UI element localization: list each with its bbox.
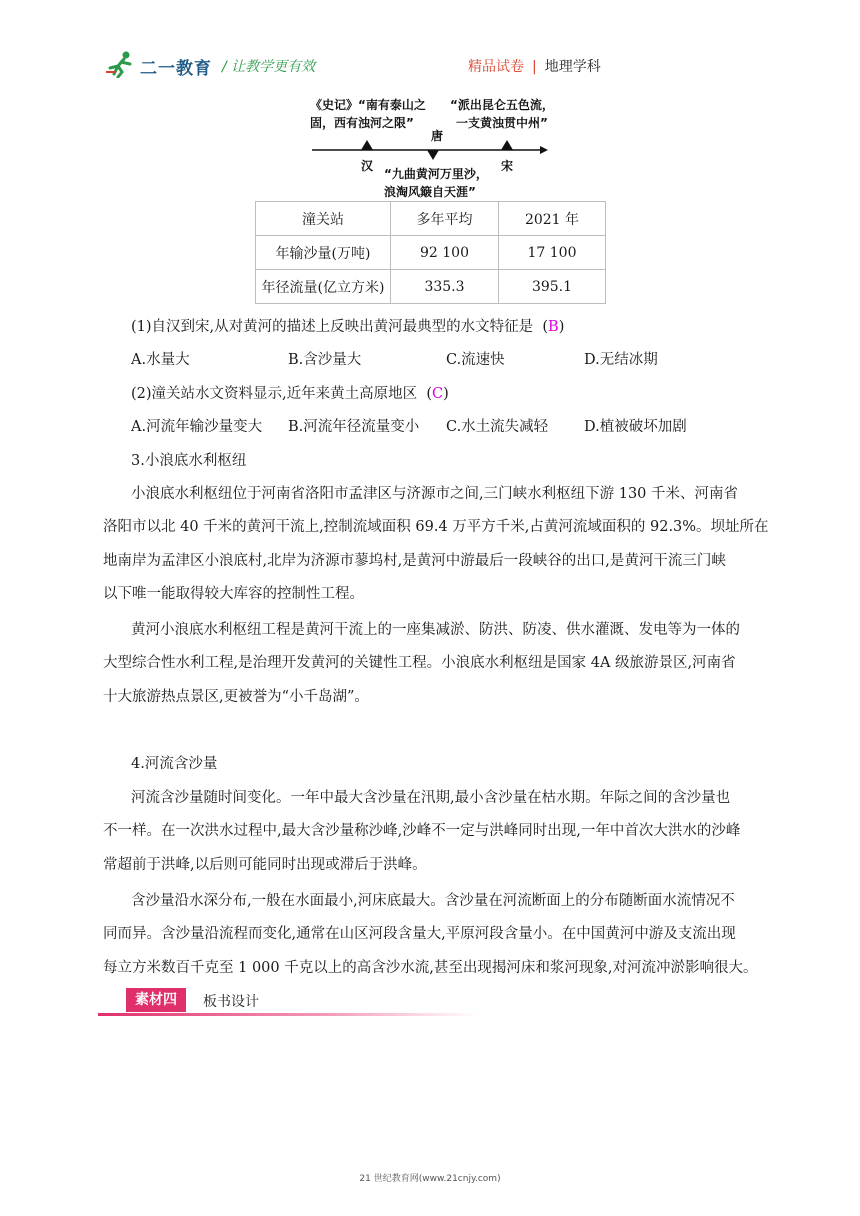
paragraph-line: 河流含沙量随时间变化。一年中最大含沙量在汛期,最小含沙量在枯水期。年际之间的含沙量也 xyxy=(131,790,731,806)
paragraph-line: 小浪底水利枢纽位于河南省洛阳市孟津区与济源市之间,三门峡水利枢纽下游 130 千米、河南省 xyxy=(131,486,738,502)
paragraph-line: 每立方米数百千克至 1 000 千克以上的高含沙水流,甚至出现揭河床和浆河现象,对河流冲淤影响很大。 xyxy=(103,960,758,976)
table-cell: 395.1 xyxy=(499,270,606,304)
option-d: D.无结冰期 xyxy=(584,352,658,368)
answer-letter: C xyxy=(432,386,444,402)
option-b: B.含沙量大 xyxy=(288,352,362,368)
paragraph-line: 不一样。在一次洪水过程中,最大含沙量称沙峰,沙峰不一定与洪峰同时出现,一年中首次大洪水的沙峰 xyxy=(103,823,741,839)
logo-text: 二一教育 xyxy=(140,59,212,79)
question-stem: (1)自汉到宋,从对黄河的描述上反映出黄河最典型的水文特征是 xyxy=(131,319,534,335)
table-cell: 年径流量(亿立方米) xyxy=(256,270,391,304)
header-separator: | xyxy=(532,59,537,75)
paragraph-line: 常超前于洪峰,以后则可能同时出现或滞后于洪峰。 xyxy=(103,857,427,873)
paragraph-line: 同而异。含沙量沿流程而变化,通常在山区河段含量大,平原河段含量小。在中国黄河中游及支流出现 xyxy=(103,926,736,942)
hydrology-table xyxy=(255,201,606,304)
header-subject: 地理学科 xyxy=(544,59,601,75)
footer: 21 世纪教育网(www.21cnjy.com) xyxy=(359,1174,501,1184)
table-cell: 17 100 xyxy=(499,236,606,270)
table-cell: 年输沙量(万吨) xyxy=(256,236,391,270)
question-2 xyxy=(131,382,449,403)
question-1 xyxy=(131,315,564,336)
option-d: D.植被破坏加剧 xyxy=(584,419,687,435)
marker-tang xyxy=(427,150,439,160)
paragraph-line: 大型综合性水利工程,是治理开发黄河的关键性工程。小浪底水利枢纽是国家 4A 级旅游景区,河南省 xyxy=(103,655,736,671)
table-row xyxy=(256,270,606,304)
answer-paren: ) xyxy=(558,319,565,335)
table-header-cell: 2021 年 xyxy=(499,202,606,236)
section-4-title: 4.河流含沙量 xyxy=(131,756,218,772)
question-stem: (2)潼关站水文资料显示,近年来黄土高原地区 xyxy=(131,386,418,402)
answer-letter: B xyxy=(548,319,559,335)
table-header-cell: 潼关站 xyxy=(256,202,391,236)
quote-tang: “九曲黄河万里沙， 浪淘风簸自天涯” xyxy=(384,167,488,199)
banner-tag: 素材四 xyxy=(126,988,186,1012)
header-right xyxy=(468,56,601,76)
table-header-row xyxy=(256,202,606,236)
table-header-cell: 多年平均 xyxy=(391,202,499,236)
marker-han xyxy=(361,140,373,150)
label-tang: 唐 xyxy=(431,129,444,143)
answer-paren: ( xyxy=(426,386,433,402)
slogan: / 让教学更有效 xyxy=(222,59,316,75)
paragraph-line: 洛阳市以北 40 千米的黄河干流上,控制流域面积 69.4 万平方千米,占黄河流域面积的 92.3%。坝址所在 xyxy=(103,519,769,535)
header-label: 精品试卷 xyxy=(468,59,524,75)
option-c: C.水土流失减轻 xyxy=(446,419,549,435)
option-c: C.流速快 xyxy=(446,352,505,368)
table-cell: 335.3 xyxy=(391,270,499,304)
paragraph-line: 地南岸为孟津区小浪底村,北岸为济源市蓼坞村,是黄河中游最后一段峡谷的出口,是黄河干流三门峡 xyxy=(103,553,726,569)
runner-logo-icon xyxy=(104,50,138,78)
option-a: A.河流年输沙量变大 xyxy=(131,419,263,435)
label-han: 汉 xyxy=(361,159,374,173)
option-b: B.河流年径流量变小 xyxy=(288,419,420,435)
answer-paren: ( xyxy=(542,319,549,335)
answer-paren: ) xyxy=(443,386,449,402)
quote-shiji: 《史记》“南有泰山之 固，西有浊河之限” xyxy=(310,98,426,130)
label-song: 宋 xyxy=(501,159,514,173)
paragraph-line: 十大旅游热点景区,更被誉为“小千岛湖”。 xyxy=(103,689,369,705)
marker-song xyxy=(501,140,513,150)
table-row xyxy=(256,236,606,270)
section-3-title: 3.小浪底水利枢纽 xyxy=(131,453,247,469)
table-cell: 92 100 xyxy=(391,236,499,270)
paragraph-line: 含沙量沿水深分布,一般在水面最小,河床底最大。含沙量在河流断面上的分布随断面水流情况不 xyxy=(131,893,735,909)
banner-title: 板书设计 xyxy=(203,994,259,1010)
paragraph-line: 黄河小浪底水利枢纽工程是黄河干流上的一座集减淤、防洪、防凌、供水灌溉、发电等为一体的 xyxy=(131,622,740,638)
quote-song: “派出昆仑五色流， 一支黄浊贯中州” xyxy=(450,98,554,130)
option-a: A.水量大 xyxy=(131,352,190,368)
paragraph-line: 以下唯一能取得较大库容的控制性工程。 xyxy=(103,586,364,602)
banner-underline xyxy=(98,1013,478,1016)
